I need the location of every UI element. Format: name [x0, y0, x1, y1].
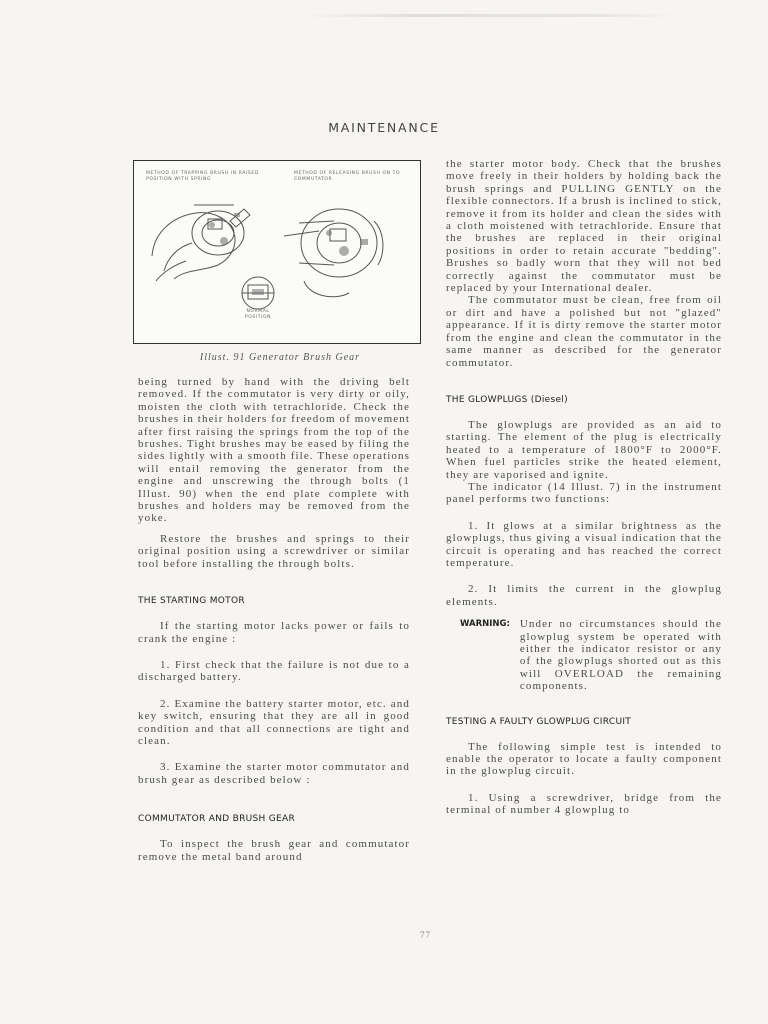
page-title: MAINTENANCE	[328, 120, 440, 135]
paragraph: If the starting motor lacks power or fails to crank the engine :	[138, 620, 410, 645]
warning-text: Under no circumstances should the glowplug system be operated with either the indicator resistor or any of the glowplugs shorted out as this will OVERLOAD the remaining components.	[519, 618, 722, 693]
figure-label-releasing: METHOD OF RELEASING BRUSH ON TO COMMUTATOR	[294, 171, 401, 182]
paragraph: To inspect the brush gear and commutator remove the metal band around	[138, 838, 410, 863]
list-item: 1. First check that the failure is not due to a discharged battery.	[138, 658, 410, 684]
left-column	[138, 376, 410, 863]
page-number: 77	[420, 930, 431, 940]
section-heading-testing: TESTING A FAULTY GLOWPLUG CIRCUIT	[446, 716, 632, 727]
scan-artifact-streak	[300, 14, 680, 17]
paragraph: being turned by hand with the driving belt removed. If the commutator is very dirty or oily, moisten the cloth with tetrachloride. Check the brushes in their holders for freedom of movement after first raising the springs from the top of the brushes. Tight brushes may be eased by filing the sides lightly with a smooth file. These operations will entail removing the generator from the engine and unscrewing the through bolts (1 Illust. 90) when the end plate complete with brushes and holders may be removed from the yoke.	[138, 376, 410, 525]
figure-caption: Illust. 91 Generator Brush Gear	[199, 352, 361, 363]
list-item: 1. It glows at a similar brightness as the glowplugs, thus giving a visual indication that the circuit is operating and has reached the correct temperature.	[446, 519, 722, 569]
paragraph: Restore the brushes and springs to their original position using a screwdriver or similar tool before installing the through bolts.	[138, 532, 410, 570]
figure-label-normal: NORMAL POSITION	[244, 309, 272, 320]
right-column	[446, 158, 722, 817]
list-item: 2. Examine the battery starter motor, etc. and key switch, ensuring that they are all in good condition and that all connections are tight and clean.	[138, 697, 410, 747]
paragraph: The glowplugs are provided as an aid to starting. The element of the plug is electrically heated to a temperature of 1800°F to 2000°F. When fuel particles strike the heated element, they are vaporised and ignite.	[446, 418, 722, 481]
list-item: 3. Examine the starter motor commutator and brush gear as described below :	[138, 761, 410, 786]
paragraph: The indicator (14 Illust. 7) in the instrument panel performs two functions:	[446, 480, 722, 506]
list-item: 1. Using a screwdriver, bridge from the terminal of number 4 glowplug to	[446, 791, 722, 817]
warning-label: WARNING:	[460, 619, 510, 630]
paragraph: the starter motor body. Check that the brushes move freely in their holders by holding back the brush springs and PULLING GENTLY on the flexible connectors. If a brush is inclined to stick, remove it from its holder and clean the sides with a cloth moistened with tetrachloride. Ensure that the brushes are replaced in their original positions in order to retain accurate "bedding". Brushes so badly worn that they will not bed correctly against the commutator must be replaced by your International dealer.	[446, 158, 722, 295]
generator-brush-gear-illustration	[133, 160, 421, 344]
warning-block	[446, 618, 722, 692]
section-heading-glowplugs: THE GLOWPLUGS (Diesel)	[446, 394, 568, 405]
paragraph: The following simple test is intended to enable the operator to locate a faulty component in the glowplug circuit.	[446, 740, 722, 778]
list-item: 2. It limits the current in the glowplug elements.	[446, 583, 722, 608]
section-heading-commutator: COMMUTATOR AND BRUSH GEAR	[138, 814, 296, 825]
figure-label-trapping: METHOD OF TRAPPING BRUSH IN RAISED POSITION WITH SPRING	[146, 171, 259, 182]
paragraph: The commutator must be clean, free from oil or dirt and have a polished but not "glazed" appearance. If it is dirty remove the starter motor from the engine and clean the commutator in the same manner as described for the generator commutator.	[446, 294, 722, 369]
section-heading-starting-motor: THE STARTING MOTOR	[138, 596, 245, 607]
